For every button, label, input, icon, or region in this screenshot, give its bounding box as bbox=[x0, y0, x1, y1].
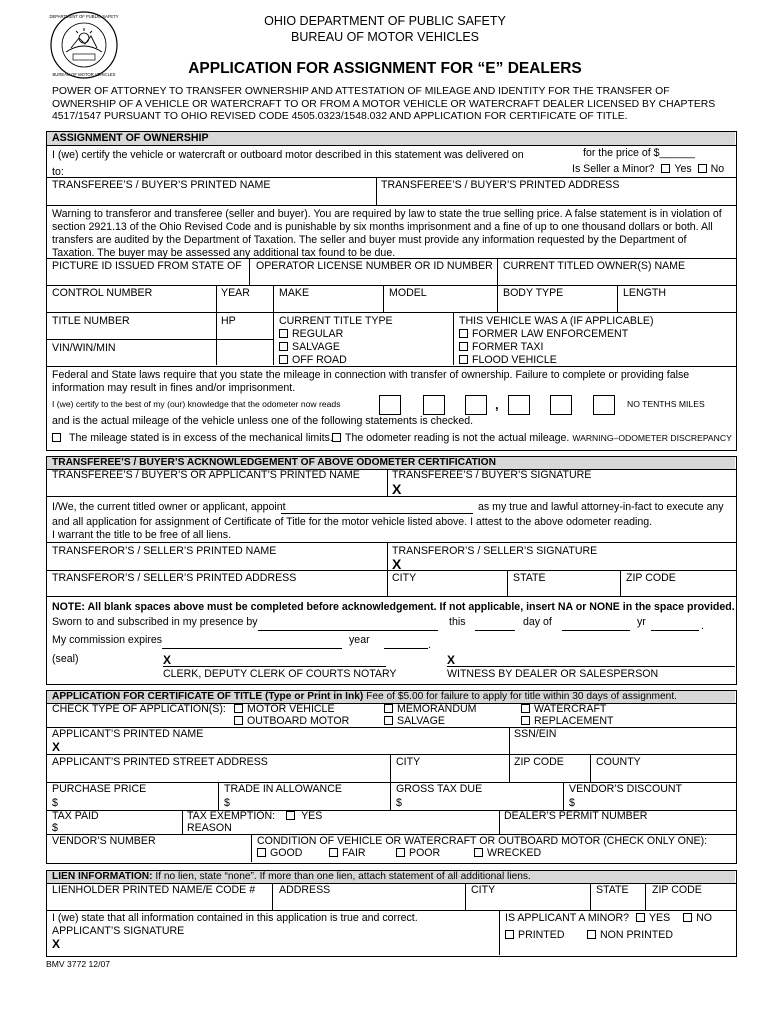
cond-poor: POOR bbox=[396, 847, 440, 860]
lienholder-label: LIENHOLDER PRINTED NAME/E CODE # bbox=[52, 884, 256, 896]
app-replacement: REPLACEMENT bbox=[521, 715, 613, 728]
printed-checkbox[interactable] bbox=[505, 930, 514, 939]
seller-minor-question: Is Seller a Minor? Yes No bbox=[572, 163, 725, 175]
excess-mileage: The mileage stated is in excess of the mechanical limits. bbox=[52, 432, 333, 445]
odometer-digit-3[interactable] bbox=[465, 395, 487, 415]
lien-zip-label: ZIP CODE bbox=[652, 884, 702, 896]
check-type-label: CHECK TYPE OF APPLICATION(S): bbox=[52, 703, 226, 715]
motor-vehicle-checkbox[interactable] bbox=[234, 704, 243, 713]
seal-label: (seal) bbox=[52, 653, 79, 665]
lien-heading: LIEN INFORMATION: If no lien, state “none”. If more than one lien, attach statement of all additional liens. bbox=[52, 871, 531, 882]
hp-label: HP bbox=[221, 315, 236, 327]
seller-address-label: TRANSFEROR’S / SELLER’S PRINTED ADDRESS bbox=[52, 572, 297, 584]
off-road-checkbox[interactable] bbox=[279, 355, 288, 364]
control-number-label: CONTROL NUMBER bbox=[52, 287, 153, 299]
commission-year-label: year bbox=[349, 634, 370, 646]
tax-exempt-yes-checkbox[interactable] bbox=[286, 811, 295, 820]
clerk-label: CLERK, DEPUTY CLERK OF COURTS NOTARY bbox=[163, 668, 397, 680]
county-label: COUNTY bbox=[596, 756, 641, 768]
applicant-minor: IS APPLICANT A MINOR? YES NO bbox=[505, 912, 713, 924]
title-number-label: TITLE NUMBER bbox=[52, 315, 130, 327]
titled-owner-label: CURRENT TITLED OWNER(S) NAME bbox=[503, 260, 686, 272]
odometer-certify: I (we) certify to the best of my (our) knowledge that the odometer now reads bbox=[52, 399, 341, 409]
condition-label: CONDITION OF VEHICLE OR WATERCRAFT OR OUTBOARD MOTOR (CHECK ONLY ONE): bbox=[257, 835, 708, 847]
seller-signature-x: X bbox=[392, 556, 402, 572]
app-city-label: CITY bbox=[396, 756, 421, 768]
app-salvage-checkbox[interactable] bbox=[384, 716, 393, 725]
seller-name-label: TRANSFEROR’S / SELLER’S PRINTED NAME bbox=[52, 545, 277, 557]
actual-mileage-text: and is the actual mileage of the vehicle unless one of the following statements is checked. bbox=[52, 415, 474, 427]
lien-address-label: ADDRESS bbox=[279, 884, 331, 896]
trade-dollar: $ bbox=[224, 797, 230, 809]
odometer-digit-1[interactable] bbox=[379, 395, 401, 415]
dealer-permit-label: DEALER’S PERMIT NUMBER bbox=[504, 810, 648, 822]
not-actual-checkbox[interactable] bbox=[332, 433, 341, 442]
buyer-name-label: TRANSFEREE’S / BUYER’S PRINTED NAME bbox=[52, 179, 271, 191]
former-taxi-checkbox[interactable] bbox=[459, 342, 468, 351]
seller-zip-label: ZIP CODE bbox=[626, 572, 676, 584]
ack-heading: TRANSFEREE’S / BUYER’S ACKNOWLEDGEMENT OF ABOVE ODOMETER CERTIFICATION bbox=[52, 457, 496, 468]
former-law: FORMER LAW ENFORCEMENT bbox=[459, 328, 628, 341]
day-of-label: day of bbox=[523, 616, 552, 628]
odometer-digit-4[interactable] bbox=[508, 395, 530, 415]
odometer-comma: , bbox=[495, 397, 499, 412]
fair-checkbox[interactable] bbox=[329, 848, 338, 857]
applicant-minor-yes-checkbox[interactable] bbox=[636, 913, 645, 922]
app-watercraft: WATERCRAFT bbox=[521, 703, 606, 716]
year-label: YEAR bbox=[221, 287, 250, 299]
this-label: this bbox=[449, 616, 466, 628]
not-actual-mileage: The odometer reading is not the actual mileage. WARNING–ODOMETER DISCREPANCY bbox=[332, 432, 732, 445]
poor-checkbox[interactable] bbox=[396, 848, 405, 857]
appoint-text-1: I/We, the current titled owner or applicant, appoint bbox=[52, 501, 286, 513]
no-tenths-label: NO TENTHS MILES bbox=[627, 399, 705, 409]
cond-fair: FAIR bbox=[329, 847, 366, 860]
note-text: NOTE: All blank spaces above must be completed before acknowledgement. If not applicable, insert NA or NONE in the space provided. bbox=[52, 601, 735, 613]
commission-period: . bbox=[428, 639, 431, 651]
app-memorandum: MEMORANDUM bbox=[384, 703, 476, 716]
vin-label: VIN/WIN/MIN bbox=[52, 342, 116, 354]
form-number: BMV 3772 12/07 bbox=[46, 959, 111, 969]
appoint-text-4: I warrant the title to be free of all liens. bbox=[52, 529, 232, 541]
price-warning: Warning to transferor and transferee (seller and buyer). You are required by law to state the true selling price. A false statement is in violation of section 2921.13 of the Ohio Revised Code and is punishable by six months imprisonment and a fine of up to one thousand dollars or both. All transfers are audited by the Department of Taxation. The seller and buyer must provide any information requested by the Department of Taxation. The buyer may be assessed any additional tax found to be due. bbox=[52, 208, 722, 260]
salvage-checkbox[interactable] bbox=[279, 342, 288, 351]
odometer-digit-6[interactable] bbox=[593, 395, 615, 415]
memorandum-checkbox[interactable] bbox=[384, 704, 393, 713]
title-type-label: CURRENT TITLE TYPE bbox=[279, 315, 393, 327]
bureau-name: BUREAU OF MOTOR VEHICLES bbox=[291, 30, 479, 44]
gross-dollar: $ bbox=[396, 797, 402, 809]
appoint-text-3: and all application for assignment of Certificate of Title for the motor vehicle listed above. I attest to the above odometer reading. bbox=[52, 516, 653, 528]
title-type-offroad: OFF ROAD bbox=[279, 354, 347, 367]
svg-text:BUREAU OF MOTOR VEHICLES: BUREAU OF MOTOR VEHICLES bbox=[52, 72, 116, 77]
appoint-text-2: as my true and lawful attorney-in-fact to execute any bbox=[478, 501, 724, 513]
cond-wrecked: WRECKED bbox=[474, 847, 541, 860]
cond-good: GOOD bbox=[257, 847, 302, 860]
svg-text:DEPARTMENT OF PUBLIC SAFETY: DEPARTMENT OF PUBLIC SAFETY bbox=[49, 14, 119, 19]
buyer-address-label: TRANSFEREE’S / BUYER’S PRINTED ADDRESS bbox=[381, 179, 620, 191]
discount-dollar: $ bbox=[569, 797, 575, 809]
make-label: MAKE bbox=[279, 287, 310, 299]
wrecked-checkbox[interactable] bbox=[474, 848, 483, 857]
trade-in-label: TRADE IN ALLOWANCE bbox=[224, 783, 342, 795]
witness-signature-x: X bbox=[447, 653, 456, 667]
operator-license-label: OPERATOR LICENSE NUMBER OR ID NUMBER bbox=[256, 260, 493, 272]
flood-vehicle: FLOOD VEHICLE bbox=[459, 354, 557, 367]
sworn-period: . bbox=[701, 620, 704, 632]
purchase-dollar: $ bbox=[52, 797, 58, 809]
form-title: APPLICATION FOR ASSIGNMENT FOR “E” DEALERS bbox=[188, 60, 582, 77]
vendor-discount-label: VENDOR’S DISCOUNT bbox=[569, 783, 683, 795]
replacement-checkbox[interactable] bbox=[521, 716, 530, 725]
vehicle-was-label: THIS VEHICLE WAS A (IF APPLICABLE) bbox=[459, 315, 654, 327]
former-taxi: FORMER TAXI bbox=[459, 341, 543, 354]
watercraft-checkbox[interactable] bbox=[521, 704, 530, 713]
true-statement: I (we) state that all information contained in this application is true and correct. bbox=[52, 912, 418, 924]
app-zip-label: ZIP CODE bbox=[514, 756, 564, 768]
seller-state-label: STATE bbox=[513, 572, 546, 584]
federal-mileage-text: Federal and State laws require that you state the mileage in connection with transfer of ownership. Failure to complete or providing false information may result in fines and/or imprisonment. bbox=[52, 369, 690, 395]
applicant-name-x: X bbox=[52, 740, 61, 754]
picture-id-label: PICTURE ID ISSUED FROM STATE OF bbox=[52, 260, 242, 272]
price-label: for the price of $______ bbox=[583, 147, 695, 159]
applicant-name-label: APPLICANT’S PRINTED NAME bbox=[52, 728, 204, 740]
ack-buyer-sig-label: TRANSFEREE’S / BUYER’S SIGNATURE bbox=[392, 469, 592, 481]
applicant-signature-label: APPLICANT’S SIGNATURE bbox=[52, 925, 185, 937]
purchase-price-label: PURCHASE PRICE bbox=[52, 783, 147, 795]
former-law-checkbox[interactable] bbox=[459, 329, 468, 338]
applicant-signature-x: X bbox=[52, 937, 61, 951]
length-label: LENGTH bbox=[623, 287, 666, 299]
lien-city-label: CITY bbox=[471, 884, 496, 896]
ack-buyer-name-label: TRANSFEREE’S / BUYER’S OR APPLICANT’S PRINTED NAME bbox=[52, 469, 360, 481]
dept-name: OHIO DEPARTMENT OF PUBLIC SAFETY bbox=[264, 14, 506, 28]
reason-label: REASON bbox=[187, 822, 232, 834]
flood-vehicle-checkbox[interactable] bbox=[459, 355, 468, 364]
tax-paid-label: TAX PAID bbox=[52, 810, 99, 822]
seller-sig-label: TRANSFEROR’S / SELLER’S SIGNATURE bbox=[392, 545, 598, 557]
body-type-label: BODY TYPE bbox=[503, 287, 564, 299]
non-printed-option: NON PRINTED bbox=[587, 929, 673, 942]
assignment-heading: ASSIGNMENT OF OWNERSHIP bbox=[52, 132, 209, 144]
buyer-signature-x: X bbox=[392, 481, 402, 497]
sworn-text: Sworn to and subscribed in my presence by bbox=[52, 616, 258, 628]
tax-exemption: TAX EXEMPTION: YES bbox=[187, 810, 323, 822]
tax-paid-dollar: $ bbox=[52, 822, 58, 834]
gross-tax-label: GROSS TAX DUE bbox=[396, 783, 483, 795]
model-label: MODEL bbox=[389, 287, 427, 299]
applicant-minor-no-checkbox[interactable] bbox=[683, 913, 692, 922]
printed-option: PRINTED bbox=[505, 929, 565, 942]
non-printed-checkbox[interactable] bbox=[587, 930, 596, 939]
app-salvage: SALVAGE bbox=[384, 715, 445, 728]
clerk-signature-x: X bbox=[163, 653, 172, 667]
odometer-digit-5[interactable] bbox=[550, 395, 572, 415]
seller-city-label: CITY bbox=[392, 572, 417, 584]
app-outboard: OUTBOARD MOTOR bbox=[234, 715, 349, 728]
regular-checkbox[interactable] bbox=[279, 329, 288, 338]
ssn-label: SSN/EIN bbox=[514, 728, 557, 740]
seller-minor-no-checkbox[interactable] bbox=[698, 164, 707, 173]
title-type-regular: REGULAR bbox=[279, 328, 343, 341]
seller-minor-yes-checkbox[interactable] bbox=[661, 164, 670, 173]
certify-text: I (we) certify the vehicle or watercraft or outboard motor described in this statement was delivered on bbox=[52, 149, 524, 161]
application-heading: APPLICATION FOR CERTIFICATE OF TITLE (Type or Print in Ink) Fee of $5.00 for failure to apply for title within 30 days of assignment. bbox=[52, 691, 677, 702]
excess-checkbox[interactable] bbox=[52, 433, 61, 442]
witness-label: WITNESS BY DEALER OR SALESPERSON bbox=[447, 668, 659, 680]
outboard-motor-checkbox[interactable] bbox=[234, 716, 243, 725]
vendor-number-label: VENDOR’S NUMBER bbox=[52, 835, 156, 847]
app-motor-vehicle: MOTOR VEHICLE bbox=[234, 703, 335, 716]
intro-text: POWER OF ATTORNEY TO TRANSFER OWNERSHIP AND ATTESTATION OF MILEAGE AND IDENTITY FOR THE TRANSFER OF OWNERSHIP OF A VEHICLE OR WATERCRAFT TO OR FROM A MOTOR VEHICLE OR WATERCRAFT DEALER LICENSED BY CHAPTERS 4517/1547 PURSUANT TO OHIO REVISED CODE 4505.0323/1548.032 AND APPLICATION FOR CERTIFICATE OF TITLE. bbox=[52, 86, 716, 123]
commission-label: My commission expires bbox=[52, 634, 163, 646]
yr-label: yr bbox=[637, 616, 646, 628]
street-address-label: APPLICANT’S PRINTED STREET ADDRESS bbox=[52, 756, 268, 768]
to-label: to: bbox=[52, 166, 64, 178]
good-checkbox[interactable] bbox=[257, 848, 266, 857]
title-type-salvage: SALVAGE bbox=[279, 341, 340, 354]
odometer-digit-2[interactable] bbox=[423, 395, 445, 415]
lien-state-label: STATE bbox=[596, 884, 629, 896]
